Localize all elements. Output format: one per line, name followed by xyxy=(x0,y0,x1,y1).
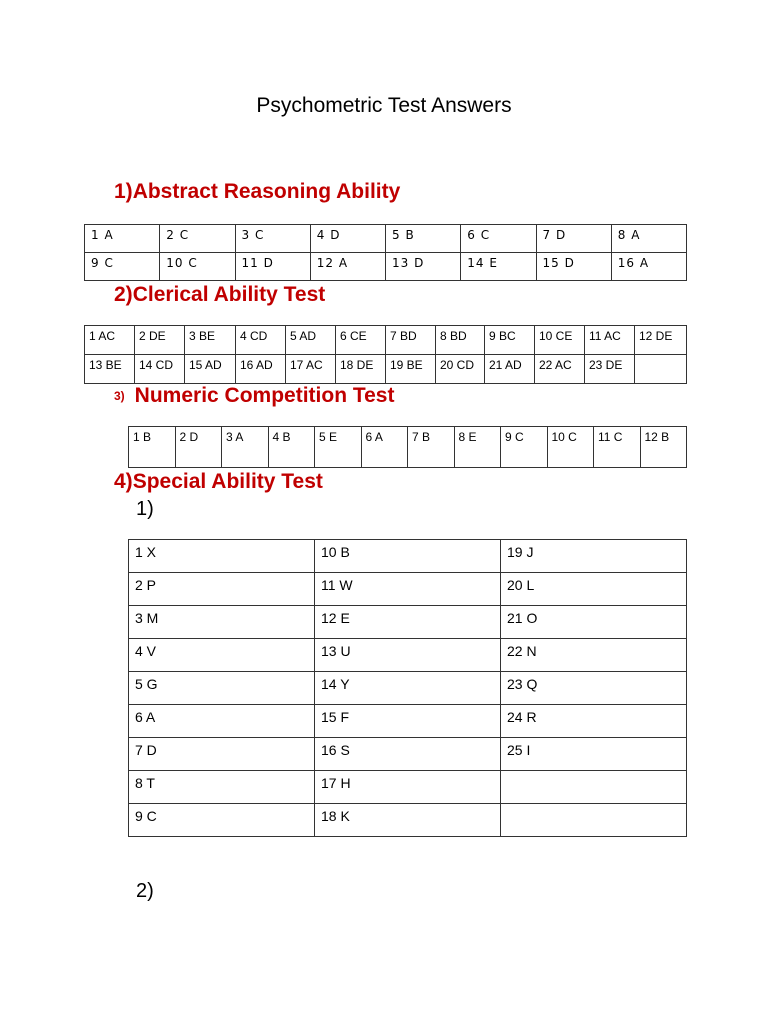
answer-cell: 9 BC xyxy=(485,326,535,355)
answer-cell: 3 M xyxy=(129,606,315,639)
answer-cell: 7 B xyxy=(408,427,455,468)
answer-cell: 5 B xyxy=(386,225,461,253)
answer-cell: 22 AC xyxy=(535,355,585,384)
answer-cell: 4 V xyxy=(129,639,315,672)
answer-cell: 16 S xyxy=(315,738,501,771)
table-row xyxy=(129,705,687,738)
answer-cell: 6 C xyxy=(461,225,536,253)
section-1-number: 1) xyxy=(114,180,133,203)
answer-cell: 11 W xyxy=(315,573,501,606)
answer-cell: 12 A xyxy=(310,253,385,281)
answer-cell: 20 L xyxy=(501,573,687,606)
abstract-reasoning-table xyxy=(84,224,687,281)
section-4-number: 4) xyxy=(114,470,133,493)
answer-cell: 5 E xyxy=(315,427,362,468)
answer-cell: 7 D xyxy=(129,738,315,771)
section-4-title: Special Ability Test xyxy=(132,470,323,493)
answer-cell: 2 D xyxy=(175,427,222,468)
table-row xyxy=(129,573,687,606)
answer-cell: 4 B xyxy=(268,427,315,468)
section-3-number: 3) xyxy=(114,389,125,404)
answer-cell: 1 X xyxy=(129,540,315,573)
answer-cell: 4 CD xyxy=(236,326,286,355)
answer-cell: 9 C xyxy=(501,427,548,468)
table-row xyxy=(129,771,687,804)
section-4-heading xyxy=(114,470,323,494)
answer-cell: 11 D xyxy=(235,253,310,281)
answer-cell: 13 U xyxy=(315,639,501,672)
answer-cell: 12 DE xyxy=(635,326,687,355)
numeric-competition-table xyxy=(128,426,687,468)
table-row xyxy=(129,427,687,468)
answer-cell: 1 A xyxy=(85,225,160,253)
special-ability-part-2-label: 2) xyxy=(136,880,154,902)
answer-cell: 4 D xyxy=(310,225,385,253)
answer-cell: 16 AD xyxy=(236,355,286,384)
answer-cell: 23 Q xyxy=(501,672,687,705)
answer-cell: 22 N xyxy=(501,639,687,672)
answer-cell: 11 AC xyxy=(585,326,635,355)
answer-cell: 10 B xyxy=(315,540,501,573)
answer-cell: 14 Y xyxy=(315,672,501,705)
section-3-heading xyxy=(114,384,394,408)
answer-cell: 8 E xyxy=(454,427,501,468)
table-row xyxy=(129,738,687,771)
special-ability-table xyxy=(128,539,687,837)
answer-cell: 13 BE xyxy=(85,355,135,384)
answer-cell: 14 CD xyxy=(135,355,185,384)
answer-cell: 9 C xyxy=(85,253,160,281)
answer-cell: 10 C xyxy=(160,253,235,281)
page-title: Psychometric Test Answers xyxy=(256,94,512,117)
clerical-ability-table xyxy=(84,325,687,384)
answer-cell: 3 A xyxy=(222,427,269,468)
section-2-number: 2) xyxy=(114,283,133,306)
answer-cell: 15 AD xyxy=(185,355,236,384)
answer-cell xyxy=(501,771,687,804)
answer-cell: 19 BE xyxy=(386,355,436,384)
answer-cell: 2 C xyxy=(160,225,235,253)
table-row xyxy=(129,540,687,573)
answer-cell: 1 AC xyxy=(85,326,135,355)
answer-cell: 15 D xyxy=(536,253,611,281)
answer-cell: 6 A xyxy=(129,705,315,738)
answer-cell: 2 P xyxy=(129,573,315,606)
section-2-title: Clerical Ability Test xyxy=(132,283,326,306)
answer-cell: 18 K xyxy=(315,804,501,837)
answer-cell: 3 BE xyxy=(185,326,236,355)
answer-cell: 21 AD xyxy=(485,355,535,384)
table-row xyxy=(129,804,687,837)
answer-cell: 12 E xyxy=(315,606,501,639)
answer-cell: 17 H xyxy=(315,771,501,804)
answer-cell: 8 T xyxy=(129,771,315,804)
answer-cell: 7 D xyxy=(536,225,611,253)
answer-cell: 23 DE xyxy=(585,355,635,384)
answer-cell: 10 C xyxy=(547,427,594,468)
answer-cell: 13 D xyxy=(386,253,461,281)
table-row xyxy=(85,355,687,384)
answer-cell: 24 R xyxy=(501,705,687,738)
answer-cell: 7 BD xyxy=(386,326,436,355)
section-1-heading xyxy=(114,180,400,204)
answer-cell: 3 C xyxy=(235,225,310,253)
answer-cell: 11 C xyxy=(594,427,641,468)
answer-cell xyxy=(635,355,687,384)
table-row xyxy=(129,672,687,705)
answer-cell: 5 AD xyxy=(286,326,336,355)
answer-cell: 6 A xyxy=(361,427,408,468)
answer-cell: 15 F xyxy=(315,705,501,738)
table-row xyxy=(85,225,687,253)
answer-cell: 9 C xyxy=(129,804,315,837)
answer-cell: 18 DE xyxy=(336,355,386,384)
table-row xyxy=(129,639,687,672)
answer-cell: 25 I xyxy=(501,738,687,771)
answer-cell: 1 B xyxy=(129,427,176,468)
special-ability-part-1-label: 1) xyxy=(136,498,154,520)
answer-cell: 2 DE xyxy=(135,326,185,355)
answer-cell: 10 CE xyxy=(535,326,585,355)
answer-cell: 8 A xyxy=(611,225,686,253)
answer-cell: 12 B xyxy=(640,427,687,468)
answer-cell: 16 A xyxy=(611,253,686,281)
section-1-title: Abstract Reasoning Ability xyxy=(132,180,401,203)
answer-cell: 17 AC xyxy=(286,355,336,384)
answer-cell: 20 CD xyxy=(436,355,485,384)
section-2-heading xyxy=(114,283,325,307)
answer-cell: 8 BD xyxy=(436,326,485,355)
section-3-title: Numeric Competition Test xyxy=(134,384,395,407)
answer-cell: 6 CE xyxy=(336,326,386,355)
answer-cell: 14 E xyxy=(461,253,536,281)
answer-cell: 19 J xyxy=(501,540,687,573)
answer-cell: 21 O xyxy=(501,606,687,639)
table-row xyxy=(129,606,687,639)
answer-cell: 5 G xyxy=(129,672,315,705)
table-row xyxy=(85,253,687,281)
table-row xyxy=(85,326,687,355)
answer-cell xyxy=(501,804,687,837)
